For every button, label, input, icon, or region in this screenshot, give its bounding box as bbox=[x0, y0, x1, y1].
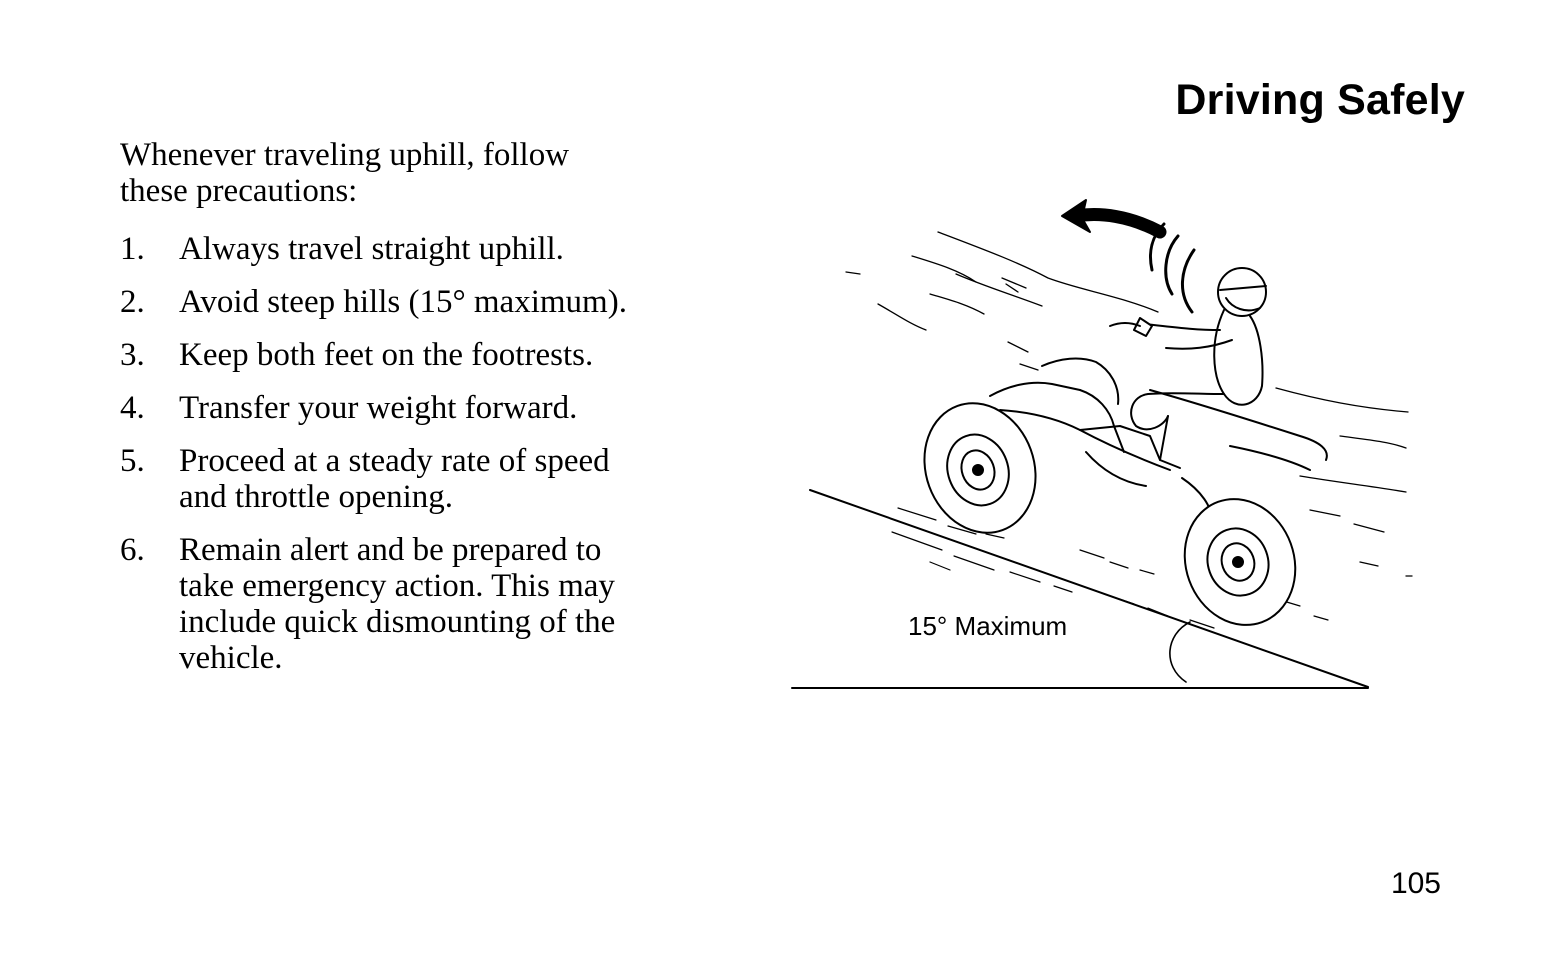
step-line: Keep both feet on the footrests. bbox=[179, 337, 594, 373]
list-item bbox=[120, 390, 720, 426]
atv-uphill-drawing bbox=[780, 190, 1440, 700]
step-line: Proceed at a steady rate of speed bbox=[179, 443, 610, 479]
list-item bbox=[120, 337, 720, 373]
step-line: and throttle opening. bbox=[179, 479, 454, 515]
hill-contour-lines bbox=[846, 232, 1412, 576]
step-line: Always travel straight uphill. bbox=[179, 231, 564, 267]
step-text bbox=[179, 284, 720, 320]
uphill-atv-illustration bbox=[780, 190, 1440, 700]
step-line: Avoid steep hills (15° maximum). bbox=[179, 284, 627, 320]
atv-frame bbox=[990, 323, 1327, 520]
step-line: Remain alert and be prepared to bbox=[179, 532, 602, 568]
step-number: 4. bbox=[120, 390, 145, 426]
list-item bbox=[120, 443, 720, 515]
step-line: vehicle. bbox=[179, 640, 283, 676]
step-text bbox=[179, 337, 720, 373]
step-number: 2. bbox=[120, 284, 145, 320]
step-text bbox=[179, 231, 720, 267]
step-number: 6. bbox=[120, 532, 145, 568]
step-number: 5. bbox=[120, 443, 145, 479]
uphill-precautions-list bbox=[120, 231, 720, 693]
step-number: 3. bbox=[120, 337, 145, 373]
angle-arc bbox=[1170, 622, 1190, 682]
step-line: Transfer your weight forward. bbox=[179, 390, 578, 426]
slope-label: 15° Maximum bbox=[908, 611, 1068, 641]
intro-line: Whenever traveling uphill, follow bbox=[120, 137, 570, 173]
list-item bbox=[120, 284, 720, 320]
list-item bbox=[120, 231, 720, 267]
front-wheel bbox=[907, 388, 1054, 549]
step-text bbox=[179, 390, 720, 426]
uphill-direction-arrow bbox=[1062, 200, 1160, 232]
intro-paragraph bbox=[120, 137, 680, 209]
page-title: Driving Safely bbox=[1175, 76, 1465, 124]
step-text bbox=[179, 532, 720, 676]
step-text bbox=[179, 443, 720, 515]
step-number: 1. bbox=[120, 231, 145, 267]
list-item bbox=[120, 532, 720, 676]
intro-line: these precautions: bbox=[120, 173, 358, 209]
step-line: include quick dismounting of the bbox=[179, 604, 616, 640]
rear-wheel bbox=[1167, 483, 1312, 640]
step-line: take emergency action. This may bbox=[179, 568, 615, 604]
page-number: 105 bbox=[1390, 867, 1441, 900]
